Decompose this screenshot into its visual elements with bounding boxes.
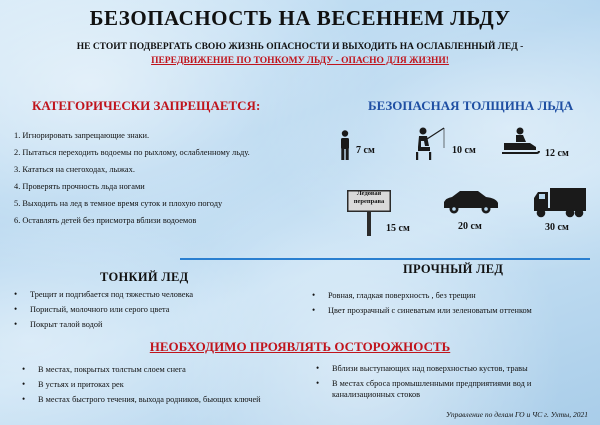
list-item: • Цвет прозрачный с синеватым или зеленоватым оттенком (312, 305, 532, 315)
caution-heading: НЕОБХОДИМО ПРОЯВЛЯТЬ ОСТОРОЖНОСТЬ (149, 339, 451, 354)
caution-heading-row (0, 338, 600, 356)
ice-crossing-sign-text: Ледовая переправа (353, 190, 385, 205)
list-item: • Вблизи выступающих над поверхностью кустов, травы (316, 363, 528, 373)
thickness-truck-label: 30 см (545, 222, 569, 233)
car-icon (440, 188, 500, 214)
footer-credit: Управление по делам ГО и ЧС г. Ухты, 2021 (446, 410, 588, 419)
list-item: • В местах быстрого течения, выхода родников, бьющих ключей (22, 394, 261, 404)
caution-right-list (316, 363, 591, 404)
ice-crossing-sign-icon (347, 190, 391, 236)
list-item: • Покрыт талой водой (14, 319, 103, 329)
list-item: • Пористый, молочного или серого цвета (14, 304, 170, 314)
prohibited-heading: КАТЕГОРИЧЕСКИ ЗАПРЕЩАЕТСЯ: (32, 98, 261, 113)
thickness-fisherman-label: 10 см (452, 145, 476, 156)
thickness-snowmobile-label: 12 см (545, 148, 569, 159)
list-item: • В устьях и притоках рек (22, 379, 124, 389)
caution-left-list (22, 364, 292, 409)
thickness-person-label: 7 см (356, 145, 375, 156)
prohibited-item: 4. Проверять прочность льда ногами (14, 182, 145, 191)
thickness-car-label: 20 см (458, 221, 482, 232)
truck-icon (532, 186, 586, 218)
person-icon (338, 130, 352, 160)
list-item: • В местах сброса промышленными предприятиями вод и канализационных стоков (316, 378, 532, 399)
prohibited-item: 1. Игнорировать запрещающие знаки. (14, 131, 150, 140)
strong-ice-list (312, 290, 587, 320)
prohibited-item: 5. Выходить на лед в темное время суток и плохую погоду (14, 199, 223, 208)
list-item: • Ровная, гладкая поверхность , без трещин (312, 290, 476, 300)
thickness-heading: БЕЗОПАСНАЯ ТОЛЩИНА ЛЬДА (368, 98, 574, 113)
list-item: • В местах, покрытых толстым слоем снега (22, 364, 186, 374)
prohibited-item: 2. Пытаться переходить водоемы по рыхлому, ослабленному льду. (14, 148, 250, 157)
thin-ice-list (14, 289, 314, 334)
fisherman-icon (410, 126, 446, 160)
list-item: • Трещит и подгибается под тяжестью человека (14, 289, 194, 299)
strong-ice-heading: ПРОЧНЫЙ ЛЕД (403, 262, 504, 276)
prohibited-item: 6. Оставлять детей без присмотра вблизи водоемов (14, 216, 197, 225)
thickness-crossing-label: 15 см (386, 223, 410, 234)
subtitle-warning: НЕ СТОИТ ПОДВЕРГАТЬ СВОЮ ЖИЗНЬ ОПАСНОСТИ И ВЫХОДИТЬ НА ОСЛАБЛЕННЫЙ ЛЕД - (76, 42, 524, 52)
snowmobile-icon (500, 126, 540, 156)
prohibited-item: 3. Кататься на снегоходах, лыжах. (14, 165, 135, 174)
prohibited-list (14, 130, 319, 232)
section-divider (180, 258, 590, 260)
page-title: БЕЗОПАСНОСТЬ НА ВЕСЕННЕМ ЛЬДУ (89, 6, 511, 30)
subtitle-danger: ПЕРЕДВИЖЕНИЕ ПО ТОНКОМУ ЛЬДУ - ОПАСНО ДЛЯ ЖИЗНИ! (151, 56, 449, 66)
thin-ice-heading: ТОНКИЙ ЛЕД (100, 270, 189, 284)
